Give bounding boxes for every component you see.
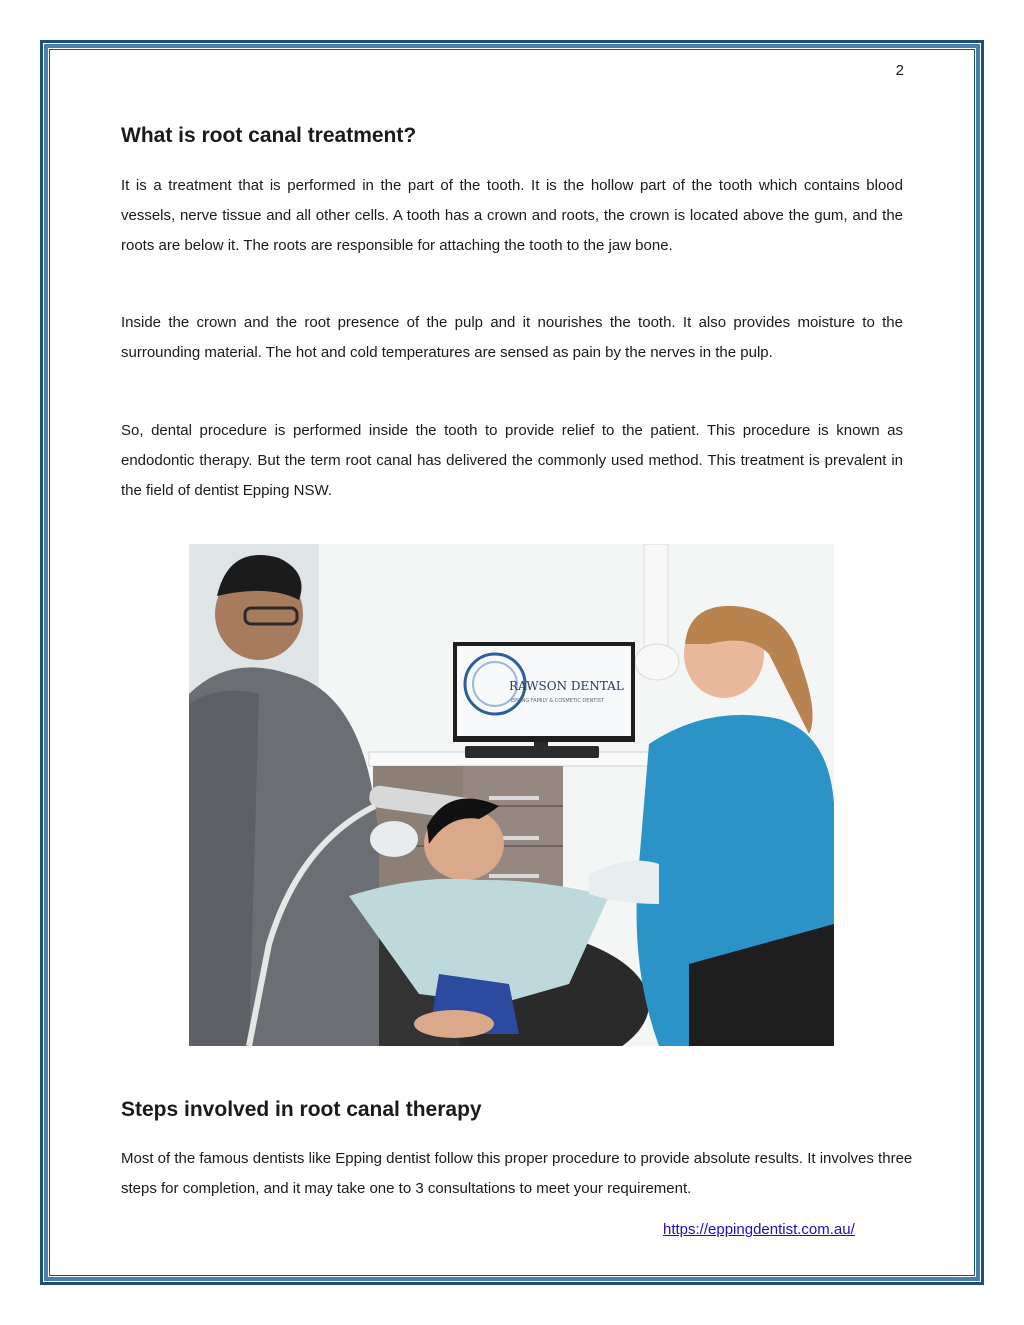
dental-procedure-photo xyxy=(189,544,834,1046)
monitor-logo-text: RAWSON DENTAL xyxy=(509,679,624,693)
section-heading-steps: Steps involved in root canal therapy xyxy=(121,1098,482,1121)
page-number: 2 xyxy=(895,62,904,79)
monitor-tagline: EPPING FAMILY & COSMETIC DENTIST xyxy=(511,698,604,704)
paragraph-2: Inside the crown and the root presence of the pulp and it nourishes the tooth. It also provides moisture to the surrounding material. The hot and cold temperatures are sensed as pain by the nerves in the pulp. xyxy=(121,314,903,361)
section-heading-root-canal: What is root canal treatment? xyxy=(121,124,417,147)
website-link[interactable]: https://eppingdentist.com.au/ xyxy=(663,1221,855,1238)
paragraph-1: It is a treatment that is performed in the part of the tooth. It is the hollow part of the tooth which contains blood vessels, nerve tissue and all other cells. A tooth has a crown and roots, the crown is located above the gum, and the roots are below it. The roots are responsible for attaching the tooth to the jaw bone. xyxy=(121,177,903,254)
paragraph-3: So, dental procedure is performed inside the tooth to provide relief to the patient. This procedure is known as endodontic therapy. But the term root canal has delivered the commonly used method. This treatment is prevalent in the field of dentist Epping NSW. xyxy=(121,422,903,499)
paragraph-steps: Most of the famous dentists like Epping dentist follow this proper procedure to provide absolute results. It involves three steps for completion, and it may take one to 3 consultations to meet your requirement. xyxy=(121,1150,913,1197)
